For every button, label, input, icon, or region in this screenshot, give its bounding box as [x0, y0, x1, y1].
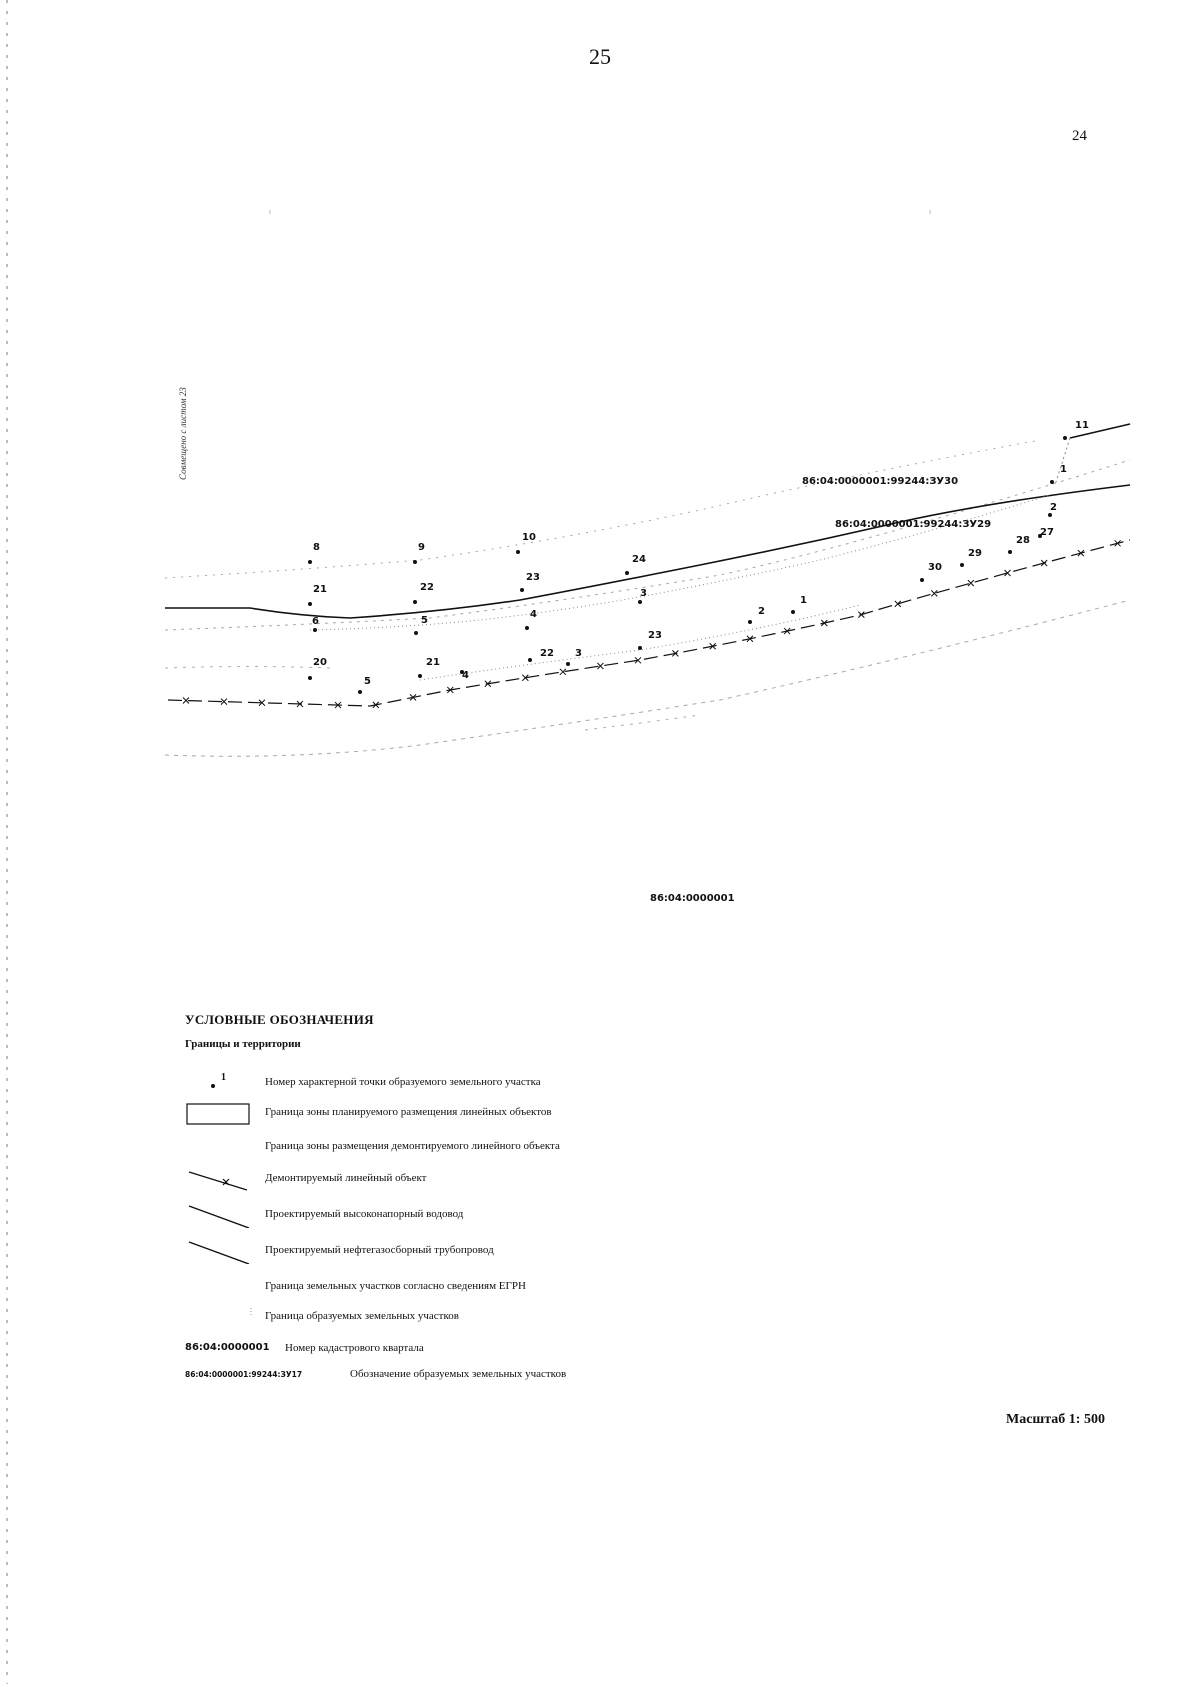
- point-marker: [625, 571, 629, 575]
- point-marker: [525, 626, 529, 630]
- point-markers: [308, 436, 1067, 694]
- point-marker: [960, 563, 964, 567]
- point-label: 4: [462, 670, 469, 681]
- legend-code: 86:04:0000001: [185, 1342, 270, 1353]
- point-label: 23: [648, 630, 662, 641]
- point-marker: [1063, 436, 1067, 440]
- point-marker: [308, 602, 312, 606]
- legend-text: Граница образуемых земельных участков: [265, 1310, 459, 1322]
- point-label: 29: [968, 548, 982, 559]
- legend-title: УСЛОВНЫЕ ОБОЗНАЧЕНИЯ: [185, 1012, 374, 1027]
- point-marker: [418, 674, 422, 678]
- point-label: 9: [418, 542, 425, 553]
- point-label: 30: [928, 562, 942, 573]
- point-label: 21: [426, 657, 440, 668]
- point-label: 21: [313, 584, 327, 595]
- legend-item-oil-gas-pipeline: [185, 1240, 785, 1264]
- side-note-combined-sheet: Совмещено с листом 23: [178, 387, 188, 480]
- egrn-boundary-symbol: [185, 1276, 265, 1300]
- point-label: 10: [522, 532, 536, 543]
- point-marker: [566, 662, 570, 666]
- point-marker: [516, 550, 520, 554]
- point-label: 24: [632, 554, 646, 565]
- point-marker: [520, 588, 524, 592]
- point-marker: [638, 600, 642, 604]
- demolished-object-symbol: [185, 1168, 265, 1192]
- x-marker: [968, 580, 974, 586]
- point-marker: [748, 620, 752, 624]
- formed-boundary-symbol: [185, 1306, 265, 1330]
- legend-text: Демонтируемый линейный объект: [265, 1172, 427, 1184]
- point-label: 11: [1075, 420, 1089, 431]
- legend-item-demolish-zone: [185, 1136, 785, 1160]
- point-label: 8: [313, 542, 320, 553]
- point-label: 28: [1016, 535, 1030, 546]
- grid-ticks: [270, 210, 1070, 900]
- legend-text: Граница зоны планируемого размещения линейных объектов: [265, 1106, 552, 1118]
- formed-parcel-boundary-2: [420, 605, 860, 680]
- point-marker: [413, 600, 417, 604]
- legend-text: Обозначение образуемых земельных участков: [350, 1368, 567, 1380]
- egrn-boundary-short: [585, 715, 700, 730]
- legend-text: Номер характерной точки образуемого земельного участка: [265, 1076, 541, 1088]
- point-marker: [413, 560, 417, 564]
- point-label: 4: [530, 609, 537, 620]
- planning-zone-boundary-corner: [1055, 438, 1070, 485]
- oil-gas-pipeline-symbol: [185, 1240, 265, 1264]
- legend-text: Проектируемый высоконапорный водовод: [265, 1208, 464, 1220]
- point-marker: [308, 560, 312, 564]
- scale-label: Масштаб 1: 500: [1006, 1412, 1105, 1427]
- cadastral-quarter-label: 86:04:0000001: [650, 893, 735, 904]
- legend-item-quarter-number: [185, 1338, 785, 1362]
- legend-item-formed-boundary: [185, 1306, 785, 1330]
- legend-text: Проектируемый нефтегазосборный трубопровод: [265, 1244, 494, 1256]
- legend-subtitle: Границы и территории: [185, 1038, 301, 1050]
- point-label: 22: [540, 648, 554, 659]
- point-label: 2: [758, 606, 765, 617]
- point-marker: [414, 631, 418, 635]
- legend-item-planning-zone: [185, 1102, 785, 1126]
- planning-zone-symbol: [185, 1102, 265, 1126]
- point-label: 20: [313, 657, 327, 668]
- point-marker: [313, 628, 317, 632]
- point-marker: [1050, 480, 1054, 484]
- legend-symbol-text: 1: [221, 1072, 226, 1083]
- point-label: 27: [1040, 527, 1054, 538]
- legend-text: Граница земельных участков согласно сведениям ЕГРН: [265, 1280, 526, 1292]
- legend-text: Граница зоны размещения демонтируемого линейного объекта: [265, 1140, 560, 1152]
- egrn-boundary-left: [165, 667, 330, 669]
- legend-item-water-pipeline: [185, 1204, 785, 1228]
- point-label: 5: [364, 676, 371, 687]
- legend-item-parcel-designation: [185, 1364, 785, 1388]
- x-marker: [597, 663, 603, 669]
- point-marker: [791, 610, 795, 614]
- point-label: 3: [640, 588, 647, 599]
- legend-item-demolished-object: [185, 1168, 785, 1192]
- legend-item-egrn-boundary: [185, 1276, 785, 1300]
- point-label: 23: [526, 572, 540, 583]
- point-label: 5: [421, 615, 428, 626]
- legend-item-point-number: [185, 1072, 785, 1096]
- point-label: 22: [420, 582, 434, 593]
- water-pipeline-symbol: [185, 1204, 265, 1228]
- planning-zone-boundary: [165, 485, 1130, 618]
- parcel-label-zu30: 86:04:0000001:99244:ЗУ30: [802, 476, 959, 487]
- legend-code: 86:04:0000001:99244:ЗУ17: [185, 1370, 303, 1379]
- point-label: 3: [575, 648, 582, 659]
- egrn-boundary-upper: [165, 440, 1040, 578]
- point-marker: [1008, 550, 1012, 554]
- demolish-zone-symbol: [185, 1136, 265, 1160]
- point-label: 1: [800, 595, 807, 606]
- point-marker: [920, 578, 924, 582]
- point-label: 1: [1060, 464, 1067, 475]
- point-marker: [308, 676, 312, 680]
- point-label: 2: [1050, 502, 1057, 513]
- point-labels: [312, 420, 1089, 687]
- page-number: 25: [589, 44, 611, 69]
- demolished-object-x-markers: [183, 540, 1121, 708]
- point-marker: [528, 658, 532, 662]
- point-label: 6: [312, 616, 319, 627]
- parcel-label-zu29: 86:04:0000001:99244:ЗУ29: [835, 519, 992, 530]
- point-marker: [1048, 513, 1052, 517]
- legend-text: Номер кадастрового квартала: [285, 1342, 424, 1354]
- point-marker: [638, 646, 642, 650]
- point-marker: [358, 690, 362, 694]
- sheet-number: 24: [1072, 128, 1087, 144]
